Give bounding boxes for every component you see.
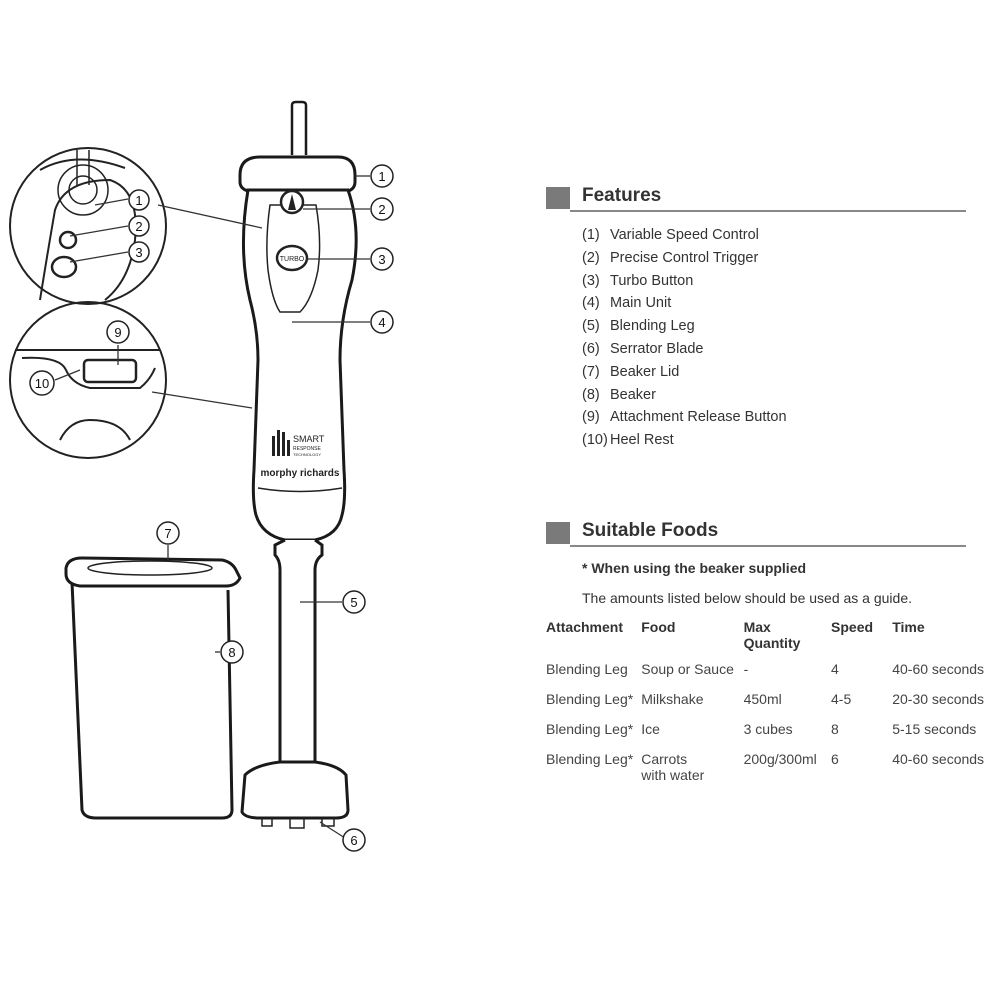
table-header-row <box>546 619 1000 651</box>
inset-callout-3 <box>129 242 149 262</box>
table-row <box>546 741 1000 783</box>
svg-text:10: 10 <box>34 376 50 391</box>
cell-speed: 6 <box>831 751 839 767</box>
suitable-foods-heading <box>546 519 966 547</box>
svg-text:1: 1 <box>378 169 386 184</box>
suitable-foods-title: Suitable Foods <box>582 520 719 541</box>
features-rule <box>570 210 966 212</box>
header-attachment: Attachment <box>546 619 624 635</box>
inset-callout-2 <box>129 216 149 236</box>
svg-text:8: 8 <box>228 645 236 660</box>
beaker-lid <box>66 558 240 586</box>
feature-item: (10) Heel Rest <box>582 432 674 449</box>
feature-item: (9) Attachment Release Button <box>582 409 787 426</box>
cell-food <box>641 741 743 783</box>
beaker <box>72 582 232 818</box>
cell-qty: 3 cubes <box>743 721 793 737</box>
svg-text:TECHNOLOGY: TECHNOLOGY <box>293 452 322 457</box>
header-max-quantity: Max Quantity <box>743 619 801 651</box>
feature-item: (2) Precise Control Trigger <box>582 249 759 266</box>
power-cable <box>292 102 306 155</box>
callout-3 <box>371 248 393 270</box>
suitable-foods-rule <box>570 545 966 547</box>
cell-qty: 200g/300ml <box>743 751 817 767</box>
svg-text:7: 7 <box>164 526 172 541</box>
beaker-note: * When using the beaker supplied <box>582 560 807 576</box>
inset-callout-1 <box>129 190 149 210</box>
feature-item: (6) Serrator Blade <box>582 340 704 357</box>
cell-food-line1: Carrots <box>641 751 688 767</box>
svg-text:4: 4 <box>378 315 386 330</box>
cell-time: 5-15 seconds <box>892 721 977 737</box>
cell-qty: 450ml <box>743 691 782 707</box>
callout-7 <box>157 522 179 544</box>
callout-10 <box>30 371 54 395</box>
feature-item: (3) Turbo Button <box>582 272 694 289</box>
svg-text:SMART: SMART <box>293 434 325 444</box>
precise-control-trigger[interactable] <box>281 191 303 213</box>
svg-text:9: 9 <box>114 325 122 340</box>
cell-food: Soup or Sauce <box>641 661 734 677</box>
features-heading <box>546 184 966 212</box>
cell-food: Ice <box>641 721 660 737</box>
blending-leg <box>275 540 322 765</box>
cell-attachment: Blending Leg* <box>546 751 634 767</box>
feature-item: (1) Variable Speed Control <box>582 227 759 243</box>
svg-text:RESPONSE: RESPONSE <box>293 446 321 452</box>
svg-text:6: 6 <box>350 833 358 848</box>
callout-2 <box>371 198 393 220</box>
features-title: Features <box>582 185 662 206</box>
cell-attachment: Blending Leg <box>546 661 628 677</box>
svg-text:3: 3 <box>135 245 143 260</box>
serrator-blade-guard <box>242 762 348 818</box>
table-row <box>546 651 1000 681</box>
svg-text:5: 5 <box>350 595 358 610</box>
header-food: Food <box>641 619 676 635</box>
feature-item: (5) Blending Leg <box>582 318 695 335</box>
callout-5 <box>343 591 365 613</box>
header-time: Time <box>892 619 925 635</box>
callout-1 <box>371 165 393 187</box>
cell-qty: - <box>743 661 749 677</box>
cell-time: 40-60 seconds <box>892 751 985 767</box>
svg-text:2: 2 <box>378 202 386 217</box>
suitable-foods-heading-bar <box>546 522 570 544</box>
svg-text:1: 1 <box>135 193 143 208</box>
features-list <box>582 224 787 452</box>
cell-speed: 4 <box>831 661 839 677</box>
feature-item: (8) Beaker <box>582 386 656 403</box>
guide-note: The amounts listed below should be used as a guide. <box>582 590 912 606</box>
turbo-button[interactable] <box>277 246 307 270</box>
header-speed: Speed <box>831 619 874 635</box>
callout-9 <box>107 321 129 343</box>
cell-food: Milkshake <box>641 691 704 707</box>
callout-8 <box>221 641 243 663</box>
callout-6 <box>343 829 365 851</box>
cell-speed: 4-5 <box>831 691 852 707</box>
svg-text:2: 2 <box>135 219 143 234</box>
cell-attachment: Blending Leg* <box>546 691 634 707</box>
feature-item: (4) Main Unit <box>582 295 672 312</box>
features-heading-bar <box>546 187 570 209</box>
cell-time: 20-30 seconds <box>892 691 985 707</box>
feature-item: (7) Beaker Lid <box>582 363 680 380</box>
callout-4 <box>371 311 393 333</box>
svg-text:3: 3 <box>378 252 386 267</box>
speed-dial-cap <box>240 157 355 192</box>
table-row <box>546 681 1000 711</box>
table-row <box>546 711 1000 741</box>
cell-attachment: Blending Leg* <box>546 721 634 737</box>
cell-speed: 8 <box>831 721 839 737</box>
svg-text:TURBO: TURBO <box>279 256 305 263</box>
cell-food-line2: with water <box>641 767 705 783</box>
svg-text:morphy richards: morphy richards <box>260 468 340 479</box>
cell-time: 40-60 seconds <box>892 661 985 677</box>
main-unit-body <box>243 190 356 540</box>
suitable-foods-table <box>546 619 1000 783</box>
